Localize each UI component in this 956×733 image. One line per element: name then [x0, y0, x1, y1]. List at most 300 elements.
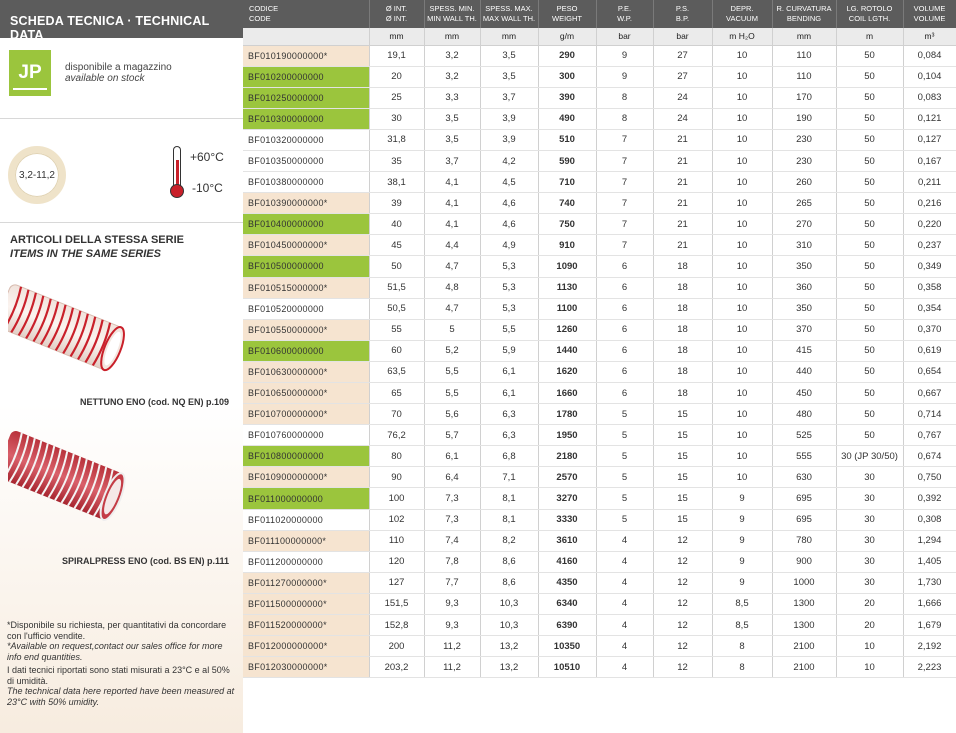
- table-cell: 2,192: [903, 636, 956, 657]
- table-cell: 7: [596, 235, 653, 256]
- table-cell: 9: [596, 45, 653, 66]
- table-cell: 100: [369, 488, 424, 509]
- table-cell: 50: [836, 235, 903, 256]
- table-cell: 6,4: [424, 467, 480, 488]
- table-cell: 8: [596, 108, 653, 129]
- table-cell: 13,2: [480, 636, 538, 657]
- table-cell: 8: [712, 657, 772, 678]
- table-row: [243, 87, 956, 108]
- table-cell: 440: [772, 361, 836, 382]
- table-cell: 0,354: [903, 298, 956, 319]
- column-header-unit: mm: [369, 28, 424, 45]
- table-cell: 750: [538, 214, 596, 235]
- column-header-it: PESO: [538, 0, 596, 14]
- table-cell: 4,2: [480, 150, 538, 171]
- table-row: [243, 657, 956, 678]
- column-header-unit: [243, 28, 369, 45]
- product-code: BF011200000000: [243, 551, 369, 572]
- table-cell: 1100: [538, 298, 596, 319]
- table-cell: 1,666: [903, 593, 956, 614]
- table-cell: 18: [653, 277, 712, 298]
- table-cell: 30: [836, 488, 903, 509]
- table-cell: 15: [653, 425, 712, 446]
- table-cell: 3,2: [424, 45, 480, 66]
- table-cell: 9: [712, 572, 772, 593]
- table-cell: 20: [836, 615, 903, 636]
- table-cell: 695: [772, 509, 836, 530]
- table-cell: 4,1: [424, 193, 480, 214]
- column-header-unit: bar: [653, 28, 712, 45]
- table-cell: 10510: [538, 657, 596, 678]
- table-cell: 90: [369, 467, 424, 488]
- table-row: [243, 593, 956, 614]
- product-code: BF010450000000*: [243, 235, 369, 256]
- table-cell: 8,5: [712, 615, 772, 636]
- table-cell: 7: [596, 129, 653, 150]
- column-header-it: CODICE: [243, 0, 369, 14]
- table-cell: 110: [369, 530, 424, 551]
- table-cell: 710: [538, 172, 596, 193]
- table-cell: 3,9: [480, 129, 538, 150]
- table-cell: 8,1: [480, 509, 538, 530]
- table-cell: 102: [369, 509, 424, 530]
- table-cell: 24: [653, 87, 712, 108]
- table-row: [243, 235, 956, 256]
- table-cell: 10: [712, 150, 772, 171]
- column-header-unit: m³: [903, 28, 956, 45]
- table-cell: 290: [538, 45, 596, 66]
- table-cell: 9: [596, 66, 653, 87]
- table-cell: 230: [772, 129, 836, 150]
- table-cell: 15: [653, 404, 712, 425]
- table-cell: 4,1: [424, 214, 480, 235]
- table-cell: 1,405: [903, 551, 956, 572]
- table-cell: 0,237: [903, 235, 956, 256]
- table-cell: 0,127: [903, 129, 956, 150]
- table-cell: 0,619: [903, 340, 956, 361]
- table-cell: 6: [596, 298, 653, 319]
- table-cell: 3,9: [480, 108, 538, 129]
- table-cell: 5,3: [480, 277, 538, 298]
- table-cell: 40: [369, 214, 424, 235]
- table-cell: 50: [836, 214, 903, 235]
- table-row: [243, 572, 956, 593]
- table-row: [243, 298, 956, 319]
- table-cell: 0,308: [903, 509, 956, 530]
- table-cell: 4,1: [424, 172, 480, 193]
- table-cell: 740: [538, 193, 596, 214]
- column-header-unit: mm: [480, 28, 538, 45]
- table-cell: 50: [836, 277, 903, 298]
- table-cell: 12: [653, 572, 712, 593]
- table-cell: 5,7: [424, 425, 480, 446]
- table-row: [243, 383, 956, 404]
- table-cell: 18: [653, 319, 712, 340]
- table-cell: 910: [538, 235, 596, 256]
- product-code: BF010650000000*: [243, 383, 369, 404]
- table-cell: 12: [653, 593, 712, 614]
- table-cell: 15: [653, 446, 712, 467]
- table-cell: 127: [369, 572, 424, 593]
- table-row: [243, 129, 956, 150]
- stock-legend-text: [65, 62, 172, 84]
- table-cell: 1300: [772, 593, 836, 614]
- temp-max: +60°C: [190, 150, 224, 164]
- table-cell: 6,1: [480, 383, 538, 404]
- table-row: [243, 551, 956, 572]
- table-cell: 260: [772, 172, 836, 193]
- table-cell: 7,4: [424, 530, 480, 551]
- table-cell: 10: [712, 361, 772, 382]
- column-header-en: MAX WALL TH.: [480, 14, 538, 28]
- table-cell: 63,5: [369, 361, 424, 382]
- table-cell: 5: [596, 467, 653, 488]
- column-header-en: VOLUME: [903, 14, 956, 28]
- table-cell: 76,2: [369, 425, 424, 446]
- product-code: BF010550000000*: [243, 319, 369, 340]
- table-cell: 0,349: [903, 256, 956, 277]
- table-cell: 11,2: [424, 636, 480, 657]
- table-cell: 1780: [538, 404, 596, 425]
- table-cell: 21: [653, 214, 712, 235]
- table-cell: 1260: [538, 319, 596, 340]
- table-cell: 8: [596, 87, 653, 108]
- thickness-ring-icon: [8, 146, 66, 204]
- table-cell: 70: [369, 404, 424, 425]
- divider: [0, 222, 243, 223]
- table-cell: 10: [712, 193, 772, 214]
- table-cell: 18: [653, 383, 712, 404]
- table-cell: 18: [653, 340, 712, 361]
- table-cell: 0,211: [903, 172, 956, 193]
- table-cell: 2100: [772, 657, 836, 678]
- table-cell: 0,167: [903, 150, 956, 171]
- table-cell: 0,750: [903, 467, 956, 488]
- stock-legend-it: disponibile a magazzino: [65, 62, 172, 73]
- table-cell: 9: [712, 551, 772, 572]
- table-cell: 510: [538, 129, 596, 150]
- table-cell: 25: [369, 87, 424, 108]
- header-row-en: [243, 14, 956, 28]
- table-cell: 0,667: [903, 383, 956, 404]
- table-cell: 7,3: [424, 509, 480, 530]
- technical-table-panel: [243, 0, 956, 733]
- table-cell: 5,3: [480, 256, 538, 277]
- column-header-it: DEPR.: [712, 0, 772, 14]
- table-cell: 60: [369, 340, 424, 361]
- table-cell: 6,3: [480, 404, 538, 425]
- table-cell: 3,5: [480, 45, 538, 66]
- product-code: BF011270000000*: [243, 572, 369, 593]
- thermometer-icon: [170, 146, 184, 198]
- table-cell: 27: [653, 45, 712, 66]
- table-cell: 480: [772, 404, 836, 425]
- table-cell: 0,084: [903, 45, 956, 66]
- table-cell: 6: [596, 340, 653, 361]
- table-cell: 5,5: [480, 319, 538, 340]
- table-cell: 5,2: [424, 340, 480, 361]
- table-cell: 10: [836, 657, 903, 678]
- column-header-unit: mm: [424, 28, 480, 45]
- table-cell: 300: [538, 66, 596, 87]
- table-cell: 7,3: [424, 488, 480, 509]
- table-cell: 5: [596, 488, 653, 509]
- table-cell: 50: [836, 298, 903, 319]
- table-cell: 1660: [538, 383, 596, 404]
- table-cell: 1950: [538, 425, 596, 446]
- table-cell: 2180: [538, 446, 596, 467]
- product-code: BF010900000000*: [243, 467, 369, 488]
- column-header-it: VOLUME: [903, 0, 956, 14]
- table-row: [243, 488, 956, 509]
- table-cell: 18: [653, 256, 712, 277]
- table-cell: 4,7: [424, 298, 480, 319]
- table-cell: 51,5: [369, 277, 424, 298]
- table-cell: 30: [369, 108, 424, 129]
- table-cell: 6,1: [480, 361, 538, 382]
- table-cell: 18: [653, 298, 712, 319]
- table-cell: 6: [596, 277, 653, 298]
- table-cell: 27: [653, 66, 712, 87]
- table-cell: 21: [653, 172, 712, 193]
- table-row: [243, 66, 956, 87]
- series-title-it: ARTICOLI DELLA STESSA SERIE: [10, 234, 184, 246]
- table-cell: 9: [712, 530, 772, 551]
- table-cell: 10: [712, 214, 772, 235]
- product-code: BF010190000000*: [243, 45, 369, 66]
- table-row: [243, 319, 956, 340]
- table-cell: 7,1: [480, 467, 538, 488]
- table-cell: 10: [712, 256, 772, 277]
- table-cell: 4,6: [480, 214, 538, 235]
- table-cell: 0,220: [903, 214, 956, 235]
- table-cell: 20: [836, 593, 903, 614]
- column-header-unit: g/m: [538, 28, 596, 45]
- table-cell: 6: [596, 361, 653, 382]
- table-cell: 4: [596, 615, 653, 636]
- table-row: [243, 340, 956, 361]
- table-cell: 50: [836, 129, 903, 150]
- table-cell: 3,5: [424, 129, 480, 150]
- table-cell: 0,358: [903, 277, 956, 298]
- product-code: BF011520000000*: [243, 615, 369, 636]
- column-header-unit: m H₂O: [712, 28, 772, 45]
- table-cell: 110: [772, 45, 836, 66]
- table-cell: 30: [836, 467, 903, 488]
- table-row: [243, 404, 956, 425]
- table-cell: 170: [772, 87, 836, 108]
- table-cell: 1,679: [903, 615, 956, 636]
- table-cell: 630: [772, 467, 836, 488]
- product-code: BF010520000000: [243, 298, 369, 319]
- table-cell: 12: [653, 636, 712, 657]
- table-cell: 5,9: [480, 340, 538, 361]
- table-cell: 50: [836, 87, 903, 108]
- product-code: BF010390000000*: [243, 193, 369, 214]
- nettuno-hose-image: [8, 280, 130, 382]
- table-row: [243, 636, 956, 657]
- column-header-en: COIL LGTH.: [836, 14, 903, 28]
- table-cell: 3,7: [480, 87, 538, 108]
- product-code: BF010300000000: [243, 108, 369, 129]
- table-cell: 3,5: [480, 66, 538, 87]
- table-cell: 12: [653, 530, 712, 551]
- table-cell: 5: [424, 319, 480, 340]
- table-cell: 0,121: [903, 108, 956, 129]
- table-cell: 3330: [538, 509, 596, 530]
- table-cell: 24: [653, 108, 712, 129]
- table-cell: 4,6: [480, 193, 538, 214]
- table-cell: 0,083: [903, 87, 956, 108]
- table-cell: 10: [836, 636, 903, 657]
- table-cell: 4160: [538, 551, 596, 572]
- table-cell: 3,7: [424, 150, 480, 171]
- table-cell: 152,8: [369, 615, 424, 636]
- table-cell: 10: [712, 467, 772, 488]
- section-header: SCHEDA TECNICA · TECHNICAL DATA: [0, 0, 243, 38]
- table-cell: 110: [772, 66, 836, 87]
- table-cell: 900: [772, 551, 836, 572]
- table-cell: 15: [653, 488, 712, 509]
- table-cell: 0,654: [903, 361, 956, 382]
- table-cell: 9,3: [424, 615, 480, 636]
- table-cell: 695: [772, 488, 836, 509]
- table-cell: 50: [836, 66, 903, 87]
- table-cell: 7: [596, 172, 653, 193]
- product-code: BF010320000000: [243, 129, 369, 150]
- product-code: BF011100000000*: [243, 530, 369, 551]
- product-code: BF010700000000*: [243, 404, 369, 425]
- table-cell: 65: [369, 383, 424, 404]
- table-cell: 13,2: [480, 657, 538, 678]
- table-cell: 38,1: [369, 172, 424, 193]
- table-cell: 450: [772, 383, 836, 404]
- table-cell: 21: [653, 150, 712, 171]
- column-header-it: LG. ROTOLO: [836, 0, 903, 14]
- table-cell: 4,8: [424, 277, 480, 298]
- table-cell: 4,4: [424, 235, 480, 256]
- table-cell: 1620: [538, 361, 596, 382]
- column-header-unit: m: [836, 28, 903, 45]
- table-cell: 5: [596, 404, 653, 425]
- left-panel: [0, 0, 243, 733]
- table-cell: 4,7: [424, 256, 480, 277]
- table-body: [243, 45, 956, 678]
- series-title-en: ITEMS IN THE SAME SERIES: [10, 248, 161, 260]
- table-cell: 30: [836, 509, 903, 530]
- technical-data-table: [243, 0, 956, 678]
- table-cell: 5,3: [480, 298, 538, 319]
- table-cell: 10: [712, 340, 772, 361]
- table-cell: 200: [369, 636, 424, 657]
- table-cell: 10: [712, 66, 772, 87]
- table-cell: 10: [712, 45, 772, 66]
- table-cell: 0,216: [903, 193, 956, 214]
- product-code: BF010800000000: [243, 446, 369, 467]
- table-cell: 45: [369, 235, 424, 256]
- table-cell: 0,370: [903, 319, 956, 340]
- column-header-en: Ø INT.: [369, 14, 424, 28]
- table-cell: 230: [772, 150, 836, 171]
- table-cell: 19,1: [369, 45, 424, 66]
- table-cell: 9: [712, 488, 772, 509]
- table-cell: 30: [836, 551, 903, 572]
- table-row: [243, 277, 956, 298]
- table-cell: 12: [653, 551, 712, 572]
- column-header-unit: bar: [596, 28, 653, 45]
- table-cell: 10,3: [480, 615, 538, 636]
- table-cell: 50: [836, 319, 903, 340]
- table-cell: 265: [772, 193, 836, 214]
- table-cell: 4,5: [480, 172, 538, 193]
- table-cell: 10: [712, 298, 772, 319]
- table-cell: 6: [596, 383, 653, 404]
- table-cell: 8: [712, 636, 772, 657]
- table-cell: 7: [596, 193, 653, 214]
- nettuno-hose-label: NETTUNO ENO (cod. NQ EN) p.109: [79, 397, 229, 407]
- table-cell: 5: [596, 425, 653, 446]
- note-conditions-en: The technical data here reported have been measured at 23°C with 50% umidity.: [7, 686, 235, 707]
- table-cell: 2570: [538, 467, 596, 488]
- column-header-en: MIN WALL TH.: [424, 14, 480, 28]
- product-code: BF012000000000*: [243, 636, 369, 657]
- table-cell: 8,6: [480, 572, 538, 593]
- series-title: [10, 233, 184, 261]
- header-row-units: [243, 28, 956, 45]
- table-cell: 10,3: [480, 593, 538, 614]
- table-cell: 4: [596, 636, 653, 657]
- table-cell: 8,5: [712, 593, 772, 614]
- table-row: [243, 256, 956, 277]
- product-code: BF010400000000: [243, 214, 369, 235]
- table-cell: 151,5: [369, 593, 424, 614]
- table-cell: 12: [653, 657, 712, 678]
- table-cell: 2100: [772, 636, 836, 657]
- column-header-en: CODE: [243, 14, 369, 28]
- temp-min: -10°C: [192, 181, 223, 195]
- table-cell: 270: [772, 214, 836, 235]
- table-cell: 50: [836, 383, 903, 404]
- column-header-en: W.P.: [596, 14, 653, 28]
- table-cell: 0,104: [903, 66, 956, 87]
- table-cell: 6: [596, 256, 653, 277]
- table-cell: 21: [653, 235, 712, 256]
- table-cell: 3,2: [424, 66, 480, 87]
- table-cell: 7,7: [424, 572, 480, 593]
- table-cell: 18: [653, 361, 712, 382]
- table-cell: 8,6: [480, 551, 538, 572]
- table-cell: 20: [369, 66, 424, 87]
- table-cell: 6,1: [424, 446, 480, 467]
- footnotes: [7, 620, 237, 710]
- table-cell: 5: [596, 446, 653, 467]
- column-header-it: SPESS. MIN.: [424, 0, 480, 14]
- table-cell: 0,767: [903, 425, 956, 446]
- table-cell: 6,8: [480, 446, 538, 467]
- note-conditions-it: I dati tecnici riportati sono stati misurati a 23°C e al 50% di umidità.: [7, 665, 230, 686]
- table-cell: 15: [653, 509, 712, 530]
- table-cell: 4350: [538, 572, 596, 593]
- stock-legend: [9, 50, 172, 96]
- table-cell: 10: [712, 404, 772, 425]
- table-cell: 5,6: [424, 404, 480, 425]
- table-cell: 10: [712, 172, 772, 193]
- table-cell: 11,2: [424, 657, 480, 678]
- table-cell: 350: [772, 256, 836, 277]
- table-row: [243, 108, 956, 129]
- table-cell: 15: [653, 467, 712, 488]
- table-cell: 8,2: [480, 530, 538, 551]
